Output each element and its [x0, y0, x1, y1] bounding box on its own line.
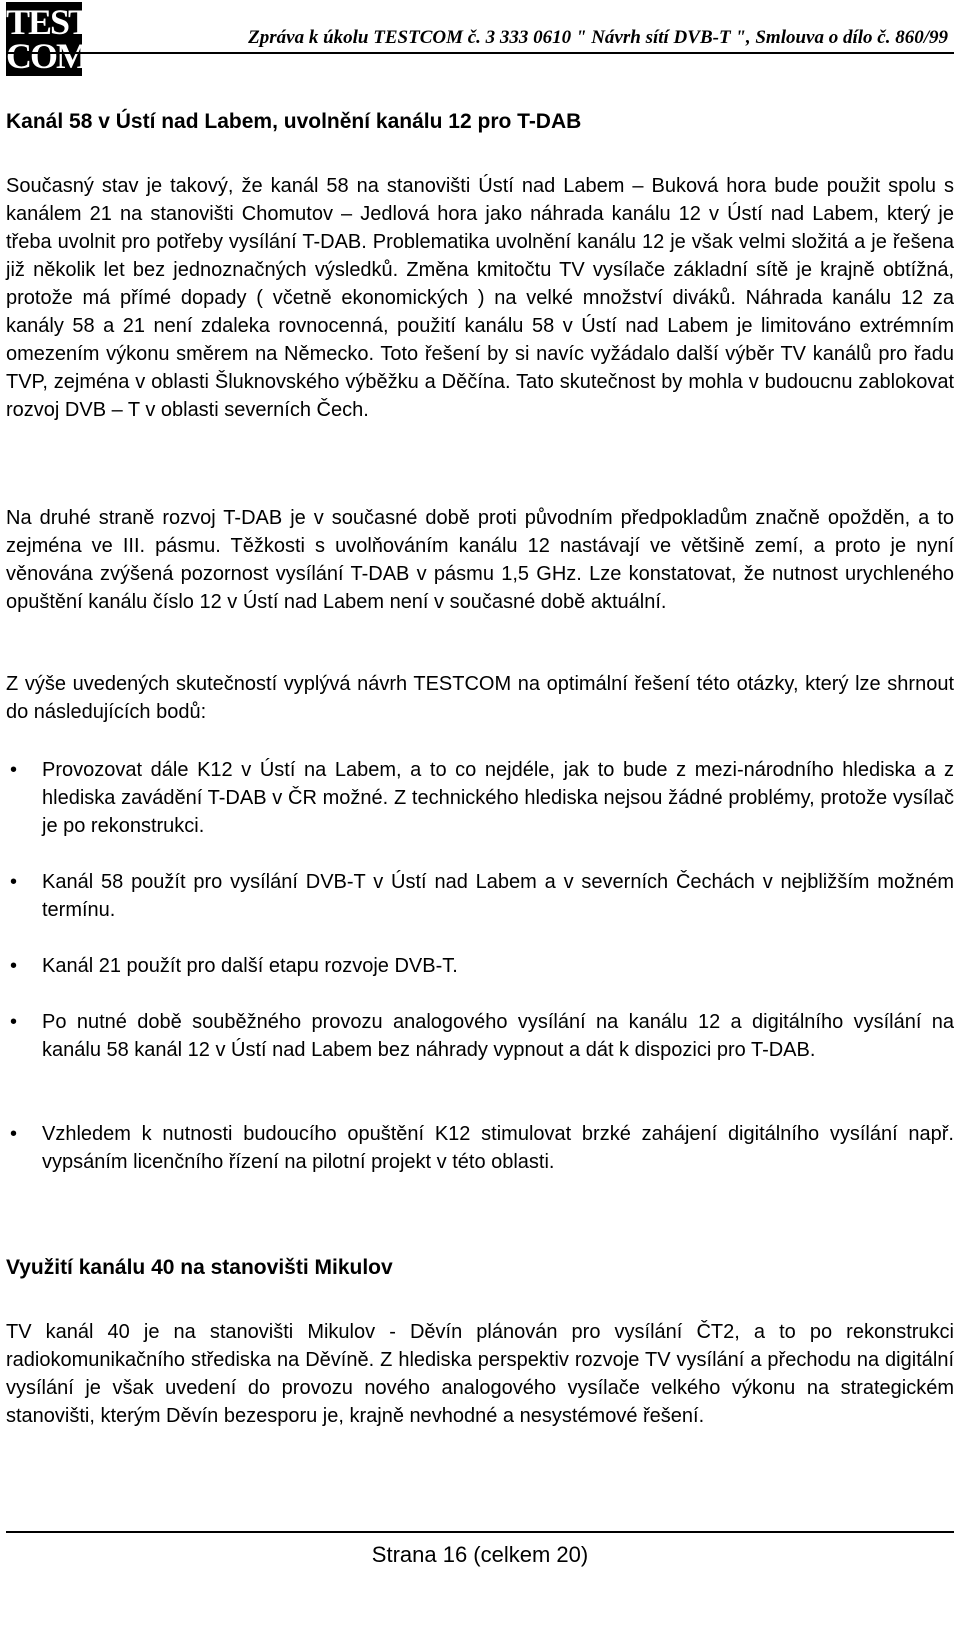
list-item-text: Kanál 21 použít pro další etapu rozvoje DVB-T. — [42, 955, 458, 977]
list-item — [6, 1120, 954, 1176]
list-item — [6, 1008, 954, 1064]
bullet-icon: • — [10, 759, 18, 781]
page-number: Strana 16 (celkem 20) — [371, 1542, 589, 1567]
list-item-text: Provozovat dále K12 v Ústí na Labem, a to co nejdéle, jak to bude z mezi-národního hlediska a z hlediska zavádění T-DAB v ČR možné. Z technického hlediska nejsou žádné problémy, protože vysílač je po rekonstrukci. — [42, 759, 954, 837]
testcom-logo — [6, 2, 91, 76]
paragraph-mikulov: TV kanál 40 je na stanovišti Mikulov - Děvín plánován pro vysílání ČT2, a to po rekonstrukci radiokomunikačního střediska na Děvíně. Z hlediska perspektiv rozvoje TV vysílání a přechodu na digitální vysílání je však uvedení do provozu nového analogového vysílače velkého výkonu na strategickém stanovišti, kterým Děvín bezesporu je, krajně nevhodné a nesystémové řešení. — [6, 1321, 954, 1427]
logo-text-bottom: COM — [6, 36, 88, 76]
section-heading-kanal-40: Využití kanálu 40 na stanovišti Mikulov — [6, 1256, 393, 1279]
list-item — [6, 952, 954, 980]
paragraph-t-dab-development: Na druhé straně rozvoj T-DAB je v současné době proti původním předpokladům značně opožděn, a to zejména ve III. pásmu. Těžkosti s uvolňováním kanálu 12 nastávají ve většině zemí, a proto je nyní věnována zvýšená pozornost vysílání T-DAB v pásmu 1,5 GHz. Lze konstatovat, že nutnost urychleného opuštění kanálu číslo 12 v Ústí nad Labem není v současné době aktuální. — [6, 507, 954, 613]
bullet-icon: • — [10, 955, 18, 977]
section-heading-kanal-58: Kanál 58 v Ústí nad Labem, uvolnění kanálu 12 pro T-DAB — [6, 110, 582, 133]
bullet-icon: • — [10, 1123, 18, 1145]
paragraph-proposal-intro: Z výše uvedených skutečností vyplývá návrh TESTCOM na optimální řešení této otázky, který lze shrnout do následujících bodů: — [6, 673, 954, 723]
list-item — [6, 756, 954, 840]
list-item — [6, 868, 954, 924]
header-title: Zpráva k úkolu TESTCOM č. 3 333 0610 " Návrh sítí DVB-T ", Smlouva o dílo č. 860/99 — [248, 27, 948, 48]
list-item-text: Po nutné době souběžného provozu analogového vysílání na kanálu 12 a digitálního vysílání na kanálu 58 kanál 12 v Ústí nad Labem bez náhrady vypnout a dát k dispozici pro T-DAB. — [42, 1011, 954, 1061]
header-rule — [6, 52, 954, 54]
list-item-text: Kanál 58 použít pro vysílání DVB-T v Ústí nad Labem a v severních Čechách v nejbližším možném termínu. — [42, 871, 954, 921]
footer-rule — [6, 1531, 954, 1533]
list-item-text: Vzhledem k nutnosti budoucího opuštění K12 stimulovat brzké zahájení digitálního vysílání např. vypsáním licenčního řízení na pilotní projekt v této oblasti. — [42, 1123, 954, 1173]
logo-text-top: TEST — [6, 2, 91, 42]
paragraph-current-state: Současný stav je takový, že kanál 58 na stanovišti Ústí nad Labem – Buková hora bude použit spolu s kanálem 21 na stanovišti Chomutov – Jedlová hora jako náhrada kanálu 12 v Ústí nad Labem, který je třeba uvolnit pro potřeby vysílání T-DAB. Problematika uvolnění kanálu 12 je však velmi složitá a je řešena již několik let bez jednoznačných výsledků. Změna kmitočtu TV vysílače základní sítě je krajně obtížná, protože má přímé dopady ( včetně ekonomických ) na velké množství diváků. Náhrada kanálu 12 za kanály 58 a 21 není zdaleka rovnocenná, použití kanálu 58 v Ústí nad Labem je limitováno extrémním omezením výkonu směrem na Německo. Toto řešení by si navíc vyžádalo další výběr TV kanálů pro řadu TVP, zejména v oblasti Šluknovského výběžku a Děčína. Tato skutečnost by mohla v budoucnu zablokovat rozvoj DVB – T v oblasti severních Čech. — [6, 175, 954, 421]
bullet-icon: • — [10, 1011, 18, 1033]
bullet-icon: • — [10, 871, 18, 893]
